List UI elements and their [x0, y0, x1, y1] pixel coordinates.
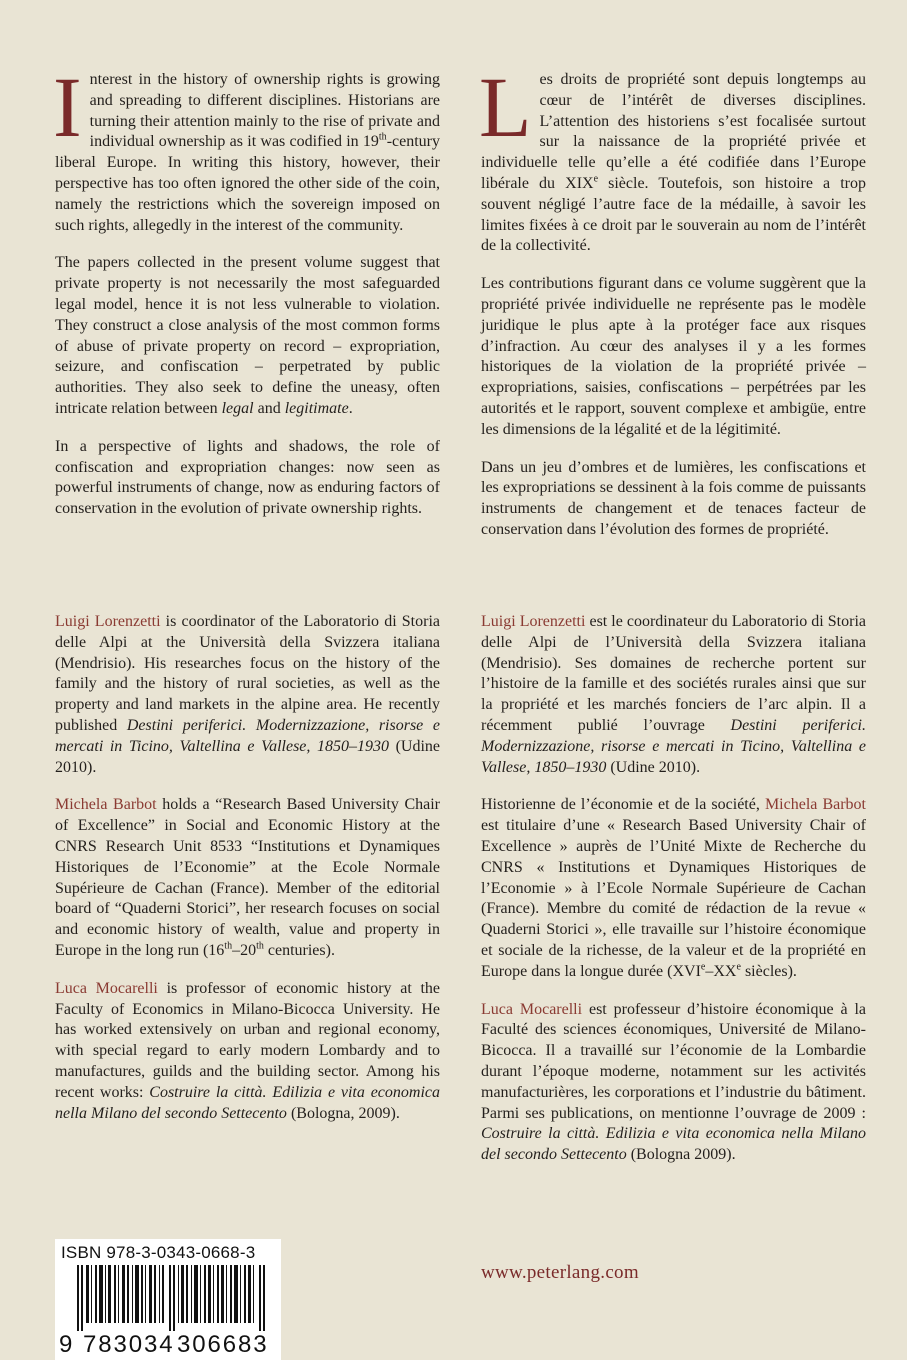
- barcode-lead-digit: 9: [59, 1331, 73, 1358]
- author-name: Michela Barbot: [55, 796, 157, 814]
- barcode-bars: [77, 1265, 273, 1331]
- dropcap-i: I: [53, 59, 82, 155]
- french-bio-barbot: Historienne de l’économie et de la société, Michela Barbot est titulaire d’une « Research Based University Chair of Excellence » auprès de l’Unité Mixte de Recherche du CNRS « Institutions et Dynamiques Historiques de l’Economie » à l’Ecole Normale Supérieure de Cachan (France). Membre du comité de rédaction de la revue « Quaderni Storici », elle travaille sur l’histoire économique et sociale de la richesse, de la valeur et de la propriété en Europe dans la longue durée (XVIe–XXe siècles).: [481, 796, 866, 980]
- english-bio-mocarelli: Luca Mocarelli is professor of economic history at the Faculty of Economics in Milano-Bicocca University. He has worked extensively on urban and regional economy, with special regard to early modern Lombardy and to manufactures, guilds and the building sector. Among his recent works: Costruire la città. Edilizia e vita economica nella Milano del secondo Settecento (Bologna, 2009).: [55, 979, 441, 1122]
- author-name: Michela Barbot: [764, 796, 866, 814]
- isbn-barcode: [55, 1239, 281, 1360]
- english-bio-lorenzetti: Luigi Lorenzetti is coordinator of the Laboratorio di Storia delle Alpi at the Università della Svizzera italiana (Mendrisio). His researches focus on the history of the family and the history of rural societies, as well as the property and land markets in the alpine area. He recently published Destini periferici. Modernizzazione, risorse e mercati in Ticino, Valtellina e Vallese, 1850–1930 (Udine 2010).: [55, 613, 441, 776]
- english-intro-paragraph-1: Interest in the history of ownership rights is growing and spreading to different disciplines. Historians are turning their attention mainly to the rise of private and individual ownership as it was codified in 19th-century liberal Europe. In writing this history, however, their perspective has too often ignored the other side of the coin, namely the restrictions which the sovereign imposed on such rights, allegedly in the interest of the community.: [53, 59, 440, 234]
- french-bio-lorenzetti: Luigi Lorenzetti est le coordinateur du Laboratorio di Storia delle Alpi de l’Università della Svizzera italiana (Mendrisio). Ses domaines de recherche portent sur l’histoire de la famille et des sociétés rurales ainsi que sur la propriété et les marchés fonciers de l’arc alpin. Il a récemment publié l’ouvrage Destini periferici. Modernizzazione, risorse e mercati in Ticino, Valtellina e Vallese, 1850–1930 (Udine 2010).: [481, 613, 867, 776]
- french-intro-paragraph-2: Les contributions figurant dans ce volume suggèrent que la propriété privée individuelle ne représente pas le modèle juridique le plus apte à la protéger face aux risques d’infraction. Au cœur des analyses il y a les formes historiques de la violation de la propriété privée – expropriations, saisies, confiscations – perpétrées par les autorités et le rapport, souvent complexe et ambigüe, entre les dimensions de la légalité et de la légitimité.: [481, 275, 866, 438]
- publisher-website-link[interactable]: www.peterlang.com: [481, 1262, 639, 1283]
- author-name: Luca Mocarelli: [55, 979, 158, 997]
- english-intro: [53, 59, 440, 537]
- author-name: Luca Mocarelli: [481, 1000, 583, 1018]
- english-intro-paragraph-2: The papers collected in the present volume suggest that private property is not necessarily the most safeguarded legal model, hence it is not less vulnerable to violation. They construct a close analysis of the most common forms of abuse of private property on record – expropriation, seizure, and confiscation – perpetrated by public authorities. They also seek to define the uneasy, often intricate relation between legal and legitimate.: [55, 254, 440, 417]
- english-bio-barbot: Michela Barbot holds a “Research Based University Chair of Excellence” in Social and Economic History at the CNRS Research Unit 8533 “Institutions et Dynamiques Historiques de l’Economie” at the Ecole Normale Supérieure de Cachan (France). Member of the editorial board of “Quaderni Storici”, her research focuses on social and economic history of wealth, value and property in Europe in the long run (16th–20th centuries).: [55, 796, 441, 959]
- dropcap-l: L: [479, 59, 532, 155]
- french-intro-paragraph-3: Dans un jeu d’ombres et de lumières, les confiscations et les expropriations se dessinent à la fois comme de puissants instruments de changement et de tenaces facteur de conservation dans l’évolution des formes de propriété.: [481, 458, 866, 538]
- english-author-bios: [55, 612, 440, 1141]
- barcode-digits-right: 306683: [177, 1331, 269, 1358]
- barcode-digits-left: 783034: [83, 1331, 175, 1358]
- french-intro: [479, 59, 867, 558]
- author-name: Luigi Lorenzetti: [481, 613, 586, 630]
- isbn-label: ISBN 978-3-0343-0668-3: [61, 1243, 256, 1262]
- english-intro-paragraph-3: In a perspective of lights and shadows, the role of confiscation and expropriation changes: now seen as powerful instruments of change, now as enduring factors of conservation in the evolution of private ownership rights.: [55, 437, 440, 518]
- author-name: Luigi Lorenzetti: [55, 613, 161, 630]
- french-intro-paragraph-1: Les droits de propriété sont depuis longtemps au cœur de l’intérêt de diverses disciplines. L’attention des historiens s’est focalisée surtout sur la naissance de la propriété privée et individuelle telle qu’elle a été codifiée dans l’Europe libérale du XIXe siècle. Toutefois, son histoire a trop souvent négligé l’autre face de la médaille, à savoir les limites fixées à ce droit par le souverain au nom de l’intérêt de la collectivité.: [479, 59, 867, 255]
- french-bio-mocarelli: Luca Mocarelli est professeur d’histoire économique à la Faculté des sciences économiques, Université de Milano-Bicocca. Il a travaillé sur l’économie de la Lombardie durant l’époque moderne, notamment sur les activités manufacturières, les corporations et l’industrie du bâtiment. Parmi ses publications, on mentionne l’ouvrage de 2009 : Costruire la città. Edilizia e vita economica nella Milano del secondo Settecento (Bologna 2009).: [481, 1000, 867, 1164]
- french-author-bios: [481, 612, 866, 1183]
